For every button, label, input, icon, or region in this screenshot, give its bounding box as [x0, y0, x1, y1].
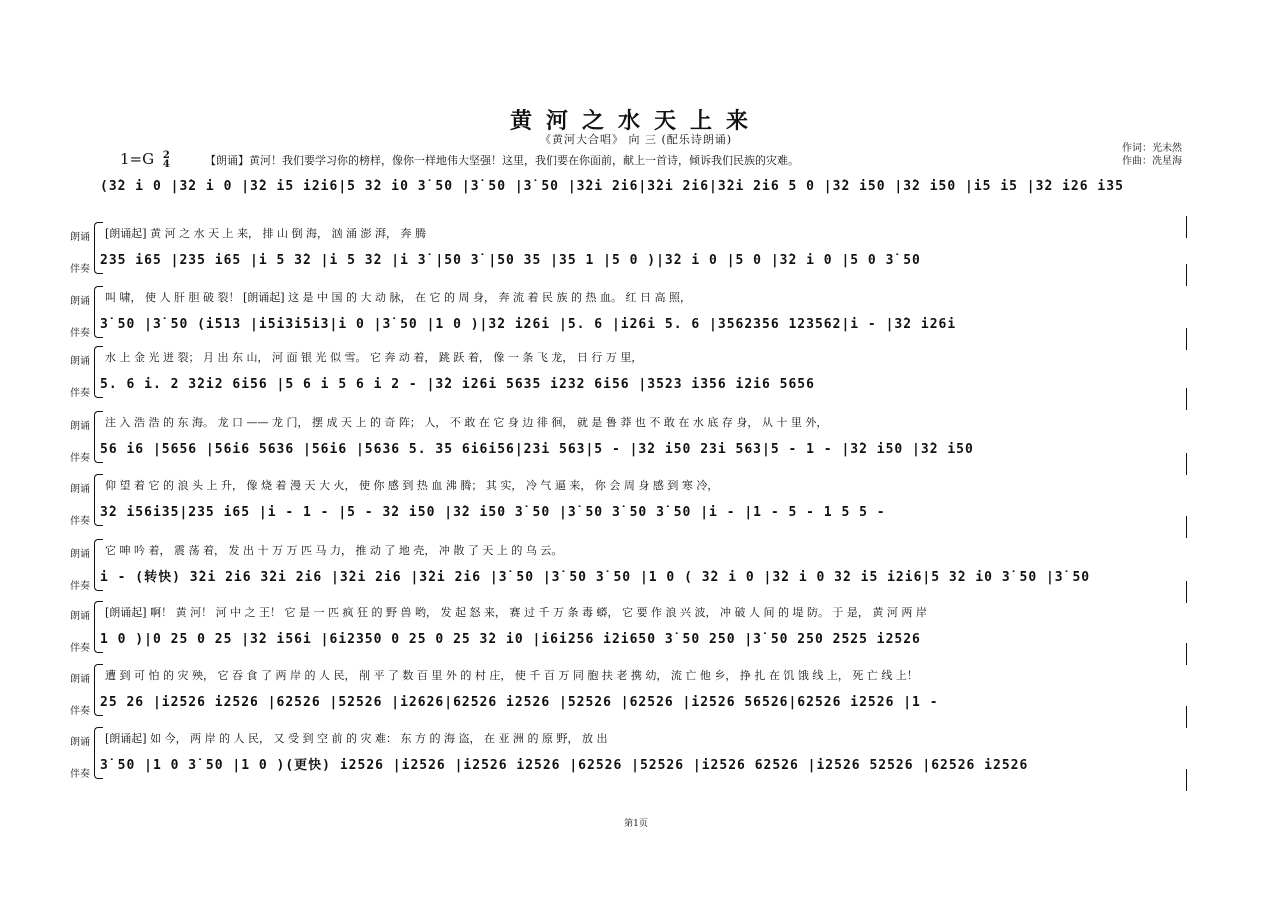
narration-text: 仰 望 着 它 的 浪 头 上 升， 像 烧 着 漫 天 大 火， 使 你 感 到 热 血 沸 腾； 其 实， 冷 气 逼 来， 你 会 周 身 感 到 寒 冷，	[105, 479, 719, 492]
end-barline	[1186, 643, 1188, 665]
lyricist-credit: 作词：光未然	[1122, 143, 1182, 154]
accompaniment-staff: 3̇ 50 |1 0 3̇ 50 |1 0 )(更快) i2526 |i2526 |i2526 i2526 |62526 |52526 |i2526 62526 |i2526 52526 |62526 i2526	[100, 758, 1029, 773]
end-barline	[1186, 388, 1188, 410]
narration-label: 朗诵	[70, 296, 90, 307]
narration-label: 朗诵	[70, 549, 90, 560]
narration-text: [朗诵起] 黄 河 之 水 天 上 来， 排 山 倒 海， 汹 涌 澎 湃， 奔 腾	[105, 227, 427, 240]
score-row	[0, 727, 1272, 803]
time-signature	[163, 151, 170, 169]
intro-narration: 【朗诵】黄河！我们要学习你的榜样，像你一样地伟大坚强！这里，我们要在你面前，献上一首诗，倾诉我们民族的灾难。	[205, 154, 799, 167]
narration-label: 朗诵	[70, 737, 90, 748]
accompaniment-label: 伴奏	[70, 581, 90, 592]
end-barline	[1186, 581, 1188, 603]
credits	[1122, 142, 1182, 168]
accompaniment-staff: 1 0 )|0 25 0 25 |3̇2 i56i |6i2350 0 25 0 25 3̇2 i0 |i6i256 i2i650 3̇ 50 250 |3̇ 50 250 2525 i2526	[100, 632, 921, 647]
accompaniment-staff: (3̇2 i 0 |3̇2 i 0 |3̇2 i5 i2i6|5 3̇2 i0 3̇ 50 |3̇ 50 |3̇ 50 |3̇2i 2i6|3̇2i 2i6|3̇2i 2i6 5 0 |3̇2 i50 |3̇2 i50 |i5 i5 |3̇2 i26 i35	[100, 179, 1124, 194]
accompaniment-staff: i - (转快) 3̇2i 2i6 3̇2i 2i6 |3̇2i 2i6 |3̇2i 2i6 |3̇ 50 |3̇ 50 3̇ 50 |1 0 ( 3̇2 i 0 |3̇2 i 0 3̇2 i5 i2i6|5 3̇2 i0 3̇ 50 |3̇ 50	[100, 570, 1091, 585]
end-barline	[1186, 453, 1188, 475]
end-barline	[1186, 516, 1188, 538]
narration-text: 水 上 金 光 迸 裂； 月 出 东 山， 河 面 银 光 似 雪。 它 奔 动 着， 跳 跃 着， 像 一 条 飞 龙， 日 行 万 里，	[105, 351, 643, 364]
narration-text: 遭 到 可 怕 的 灾 殃， 它 吞 食 了 两 岸 的 人 民， 削 平 了 数 百 里 外 的 村 庄， 使 千 百 万 同 胞 扶 老 携 幼， 流 亡 他 乡， 挣 扎 在 饥 饿 线 上， 死 亡 线 上！	[105, 669, 918, 682]
accompaniment-label: 伴奏	[70, 516, 90, 527]
narration-label: 朗诵	[70, 674, 90, 685]
accompaniment-staff: 56 i6 |5656 |56i6 5636 |56i6 |5636 5. 35 6i6i56|23i 563|5 - |3̇2 i50 23i 563|5 - 1 - |3̇2 i50 |3̇2 i50	[100, 442, 974, 457]
narration-text: 叫 啸， 使 人 肝 胆 破 裂！ [朗诵起] 这 是 中 国 的 大 动 脉， 在 它 的 周 身， 奔 流 着 民 族 的 热 血。 红 日 高 照，	[105, 291, 691, 304]
time-bottom: 4	[162, 159, 170, 170]
narration-text: [朗诵起] 啊！ 黄 河！ 河 中 之 王！ 它 是 一 匹 疯 狂 的 野 兽 哟， 发 起 怒 来， 赛 过 千 万 条 毒 蟒， 它 要 作 浪 兴 波， 冲 破 人 间 的 堤 防。 于 是， 黄 河 两 岸	[105, 606, 927, 619]
accompaniment-label: 伴奏	[70, 643, 90, 654]
accompaniment-staff: 3̇2 i56i35|235 i65 |i - 1 - |5 - 3̇2 i50 |3̇2 i50 3̇ 50 |3̇ 50 3̇ 50 3̇ 50 |i - |1 - 5 - 1 5 5 -	[100, 505, 886, 520]
accompaniment-label: 伴奏	[70, 453, 90, 464]
accompaniment-staff: 25 26 |i2526 i2526 |62526 |52526 |i2626|62526 i2526 |52526 |62526 |i2526 56526|62526 i2526 |1 -	[100, 695, 939, 710]
narration-label: 朗诵	[70, 484, 90, 495]
page-subtitle: 《黄河大合唱》 向 三 (配乐诗朗诵)	[539, 133, 733, 146]
key-signature	[120, 150, 170, 169]
narration-label: 朗诵	[70, 421, 90, 432]
page-footer: 第1页	[624, 819, 648, 829]
accompaniment-label: 伴奏	[70, 264, 90, 275]
narration-text: 注 入 浩 浩 的 东 海。 龙 口 —— 龙 门， 摆 成 天 上 的 奇 阵； 人， 不 敢 在 它 身 边 徘 徊， 就 是 鲁 莽 也 不 敢 在 水 底 存 身， 从 十 里 外，	[105, 416, 828, 429]
composer-credit: 作曲：冼星海	[1122, 156, 1182, 167]
accompaniment-staff: 3̇ 50 |3̇ 50 (i513 |i5i3i5i3|i 0 |3̇ 50 |1 0 )|3̇2 i26i |5. 6 |i26i 5. 6 |3562356 123562|i - |3̇2 i26i	[100, 317, 957, 332]
narration-text: 它 呻 吟 着， 震 荡 着， 发 出 十 万 万 匹 马 力， 推 动 了 地 壳， 冲 散 了 天 上 的 乌 云。	[105, 544, 563, 557]
accompaniment-label: 伴奏	[70, 388, 90, 399]
narration-label: 朗诵	[70, 611, 90, 622]
narration-label: 朗诵	[70, 356, 90, 367]
narration-label: 朗诵	[70, 232, 90, 243]
narration-text: [朗诵起] 如 今， 两 岸 的 人 民， 又 受 到 空 前 的 灾 难： 东 方 的 海 盗， 在 亚 洲 的 原 野， 放 出	[105, 732, 608, 745]
accompaniment-label: 伴奏	[70, 706, 90, 717]
page-title: 黄河之水天上来	[509, 108, 762, 134]
time-top: 2	[162, 150, 170, 161]
end-barline	[1186, 706, 1188, 728]
accompaniment-staff: 5. 6 i. 2 3̇2i2 6i56 |5 6 i 5 6 i 2 - |3̇2 i26i 5635 i232 6i56 |3523 i356 i2i6 5656	[100, 377, 815, 392]
accompaniment-staff: 235 i65 |235 i65 |i 5 3̇2 |i 5 3̇2 |i 3̇ |50 3̇ |50 35 |35 1 |5 0 )|3̇2 i 0 |5 0 |3̇2 i 0 |5 0 3̇ 50	[100, 253, 921, 268]
end-barline	[1186, 769, 1188, 791]
key-label: 1=G	[120, 150, 155, 168]
accompaniment-label: 伴奏	[70, 328, 90, 339]
end-barline	[1186, 264, 1188, 286]
accompaniment-label: 伴奏	[70, 769, 90, 780]
